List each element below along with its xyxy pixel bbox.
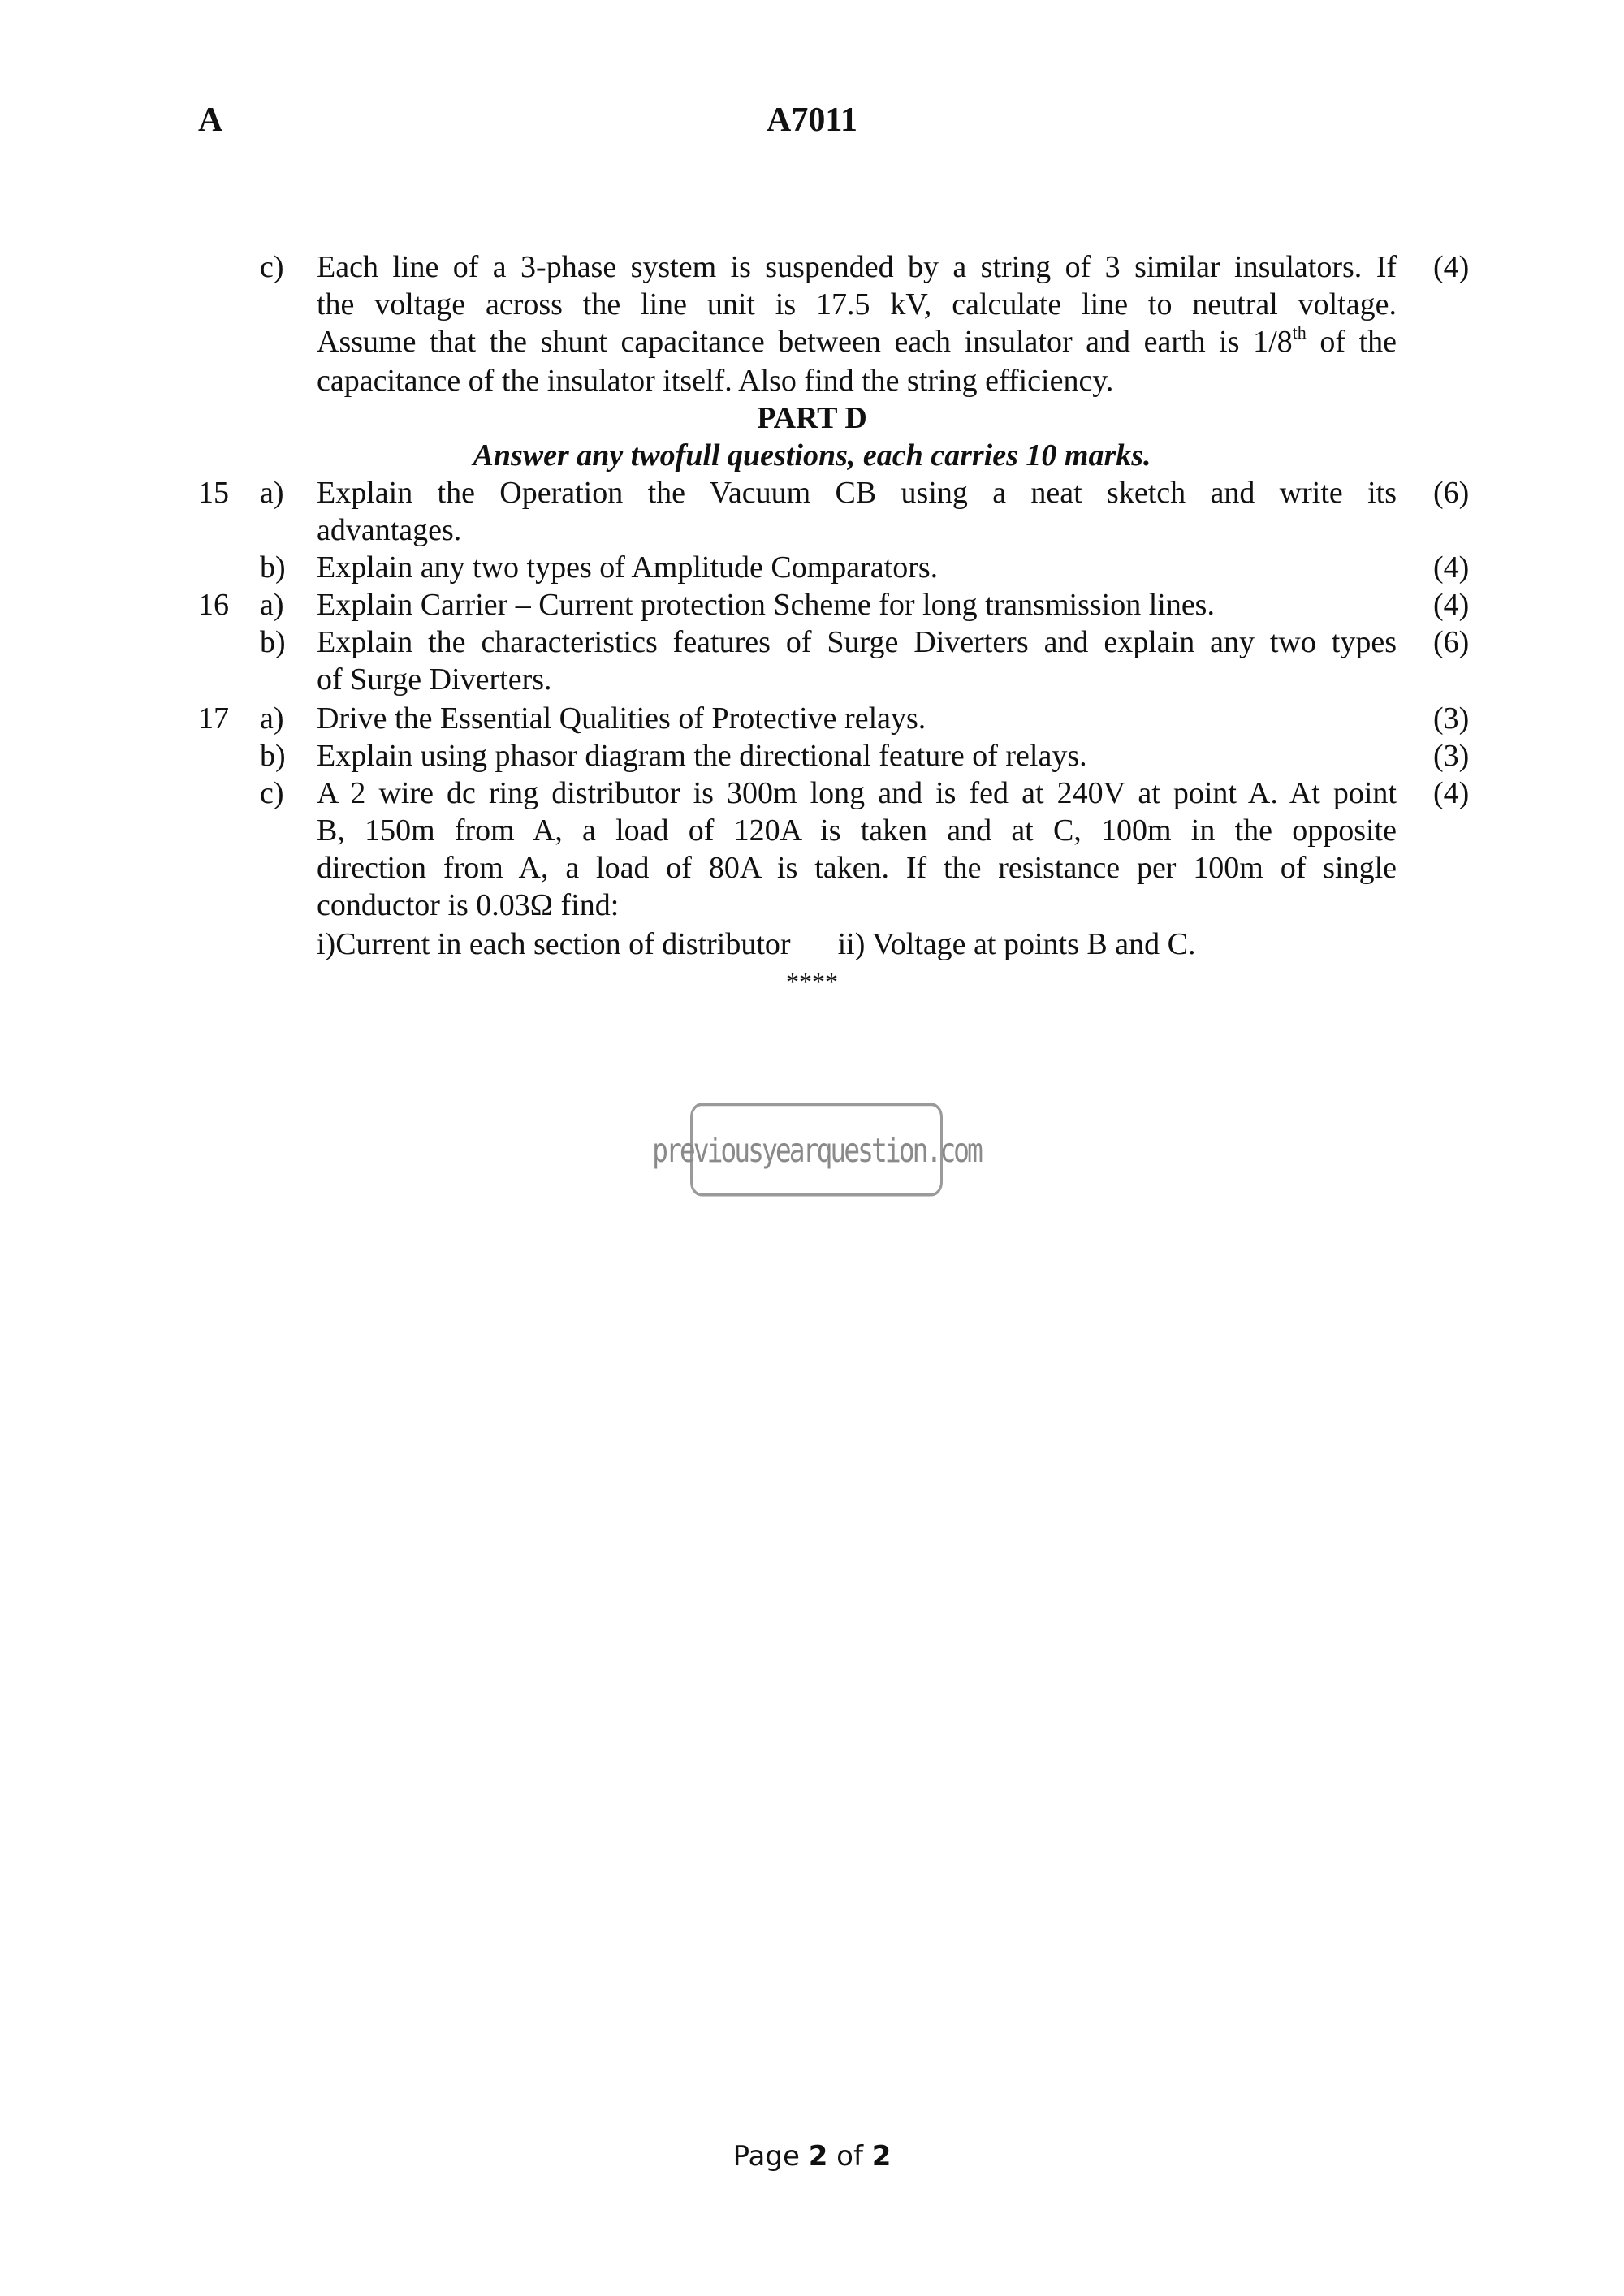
set-letter: A <box>198 101 223 139</box>
q14c-line-4: capacitance of the insulator itself. Also find the string efficiency. <box>317 364 1114 398</box>
q16-number: 16 <box>198 588 229 622</box>
q17c-label: c) <box>260 776 284 810</box>
q17c-line-5-part-ii: ii) Voltage at points B and C. <box>837 927 1196 961</box>
q15-number: 15 <box>198 476 229 510</box>
q14c-label: c) <box>260 250 284 284</box>
q17b-line-1: Explain using phasor diagram the directional feature of relays. <box>317 739 1087 773</box>
footer-total-pages: 2 <box>871 2140 892 2173</box>
q14c-line-3 <box>317 323 1397 360</box>
q15b-label: b) <box>260 550 286 585</box>
watermark-logo: previousyearquestion.com <box>690 1103 943 1197</box>
q14c-line-1: Each line of a 3-phase system is suspended by a string of 3 similar insulators. If <box>317 250 1397 284</box>
page-footer <box>0 2140 1624 2173</box>
paper-code: A7011 <box>766 101 857 139</box>
q15b-line-1: Explain any two types of Amplitude Comparators. <box>317 550 939 585</box>
q16a-marks: (4) <box>1433 588 1470 622</box>
q15a-marks: (6) <box>1433 476 1470 510</box>
q17c-line-1: A 2 wire dc ring distributor is 300m long and is fed at 240V at point A. At point <box>317 776 1397 810</box>
q17b-label: b) <box>260 739 286 773</box>
q17a-marks: (3) <box>1433 701 1470 736</box>
q16b-line-1: Explain the characteristics features of Surge Diverters and explain any two types <box>317 625 1397 659</box>
end-mark: **** <box>786 967 838 996</box>
footer-of-word: of <box>836 2140 863 2173</box>
part-instruction: Answer any twofull questions, each carries 10 marks. <box>473 438 1151 473</box>
q16b-label: b) <box>260 625 286 659</box>
q16a-line-1: Explain Carrier – Current protection Scheme for long transmission lines. <box>317 588 1215 622</box>
q14c-line-3-a: Assume that the shunt capacitance between each insulator and earth is 1/8 <box>317 325 1293 359</box>
q16b-line-2: of Surge Diverters. <box>317 662 552 697</box>
q15a-line-1: Explain the Operation the Vacuum CB using a neat sketch and write its <box>317 476 1397 510</box>
q17c-line-5 <box>317 926 1397 963</box>
q17c-line-2: B, 150m from A, a load of 120A is taken and at C, 100m in the opposite <box>317 814 1397 848</box>
q17c-line-4: conductor is 0.03Ω find: <box>317 888 620 922</box>
q16b-marks: (6) <box>1433 625 1470 659</box>
q14c-line-3-b: of the <box>1306 325 1397 359</box>
q14c-marks: (4) <box>1433 250 1470 284</box>
q15a-line-2: advantages. <box>317 513 462 547</box>
q17a-label: a) <box>260 701 284 736</box>
q17a-line-1: Drive the Essential Qualities of Protective relays. <box>317 701 926 736</box>
footer-page-word: Page <box>732 2140 800 2173</box>
q17c-marks: (4) <box>1433 776 1470 810</box>
footer-current-page: 2 <box>808 2140 828 2173</box>
q17c-line-5-part-i: i)Current in each section of distributor <box>317 927 791 961</box>
q14c-line-2: the voltage across the line unit is 17.5 kV, calculate line to neutral voltage. <box>317 287 1397 322</box>
q17c-line-3: direction from A, a load of 80A is taken. If the resistance per 100m of single <box>317 851 1397 885</box>
q17b-marks: (3) <box>1433 739 1470 773</box>
part-title: PART D <box>757 401 867 435</box>
q15b-marks: (4) <box>1433 550 1470 585</box>
q17-number: 17 <box>198 701 229 736</box>
q16a-label: a) <box>260 588 284 622</box>
q15a-label: a) <box>260 476 284 510</box>
q14c-line-3-sup: th <box>1292 322 1307 343</box>
